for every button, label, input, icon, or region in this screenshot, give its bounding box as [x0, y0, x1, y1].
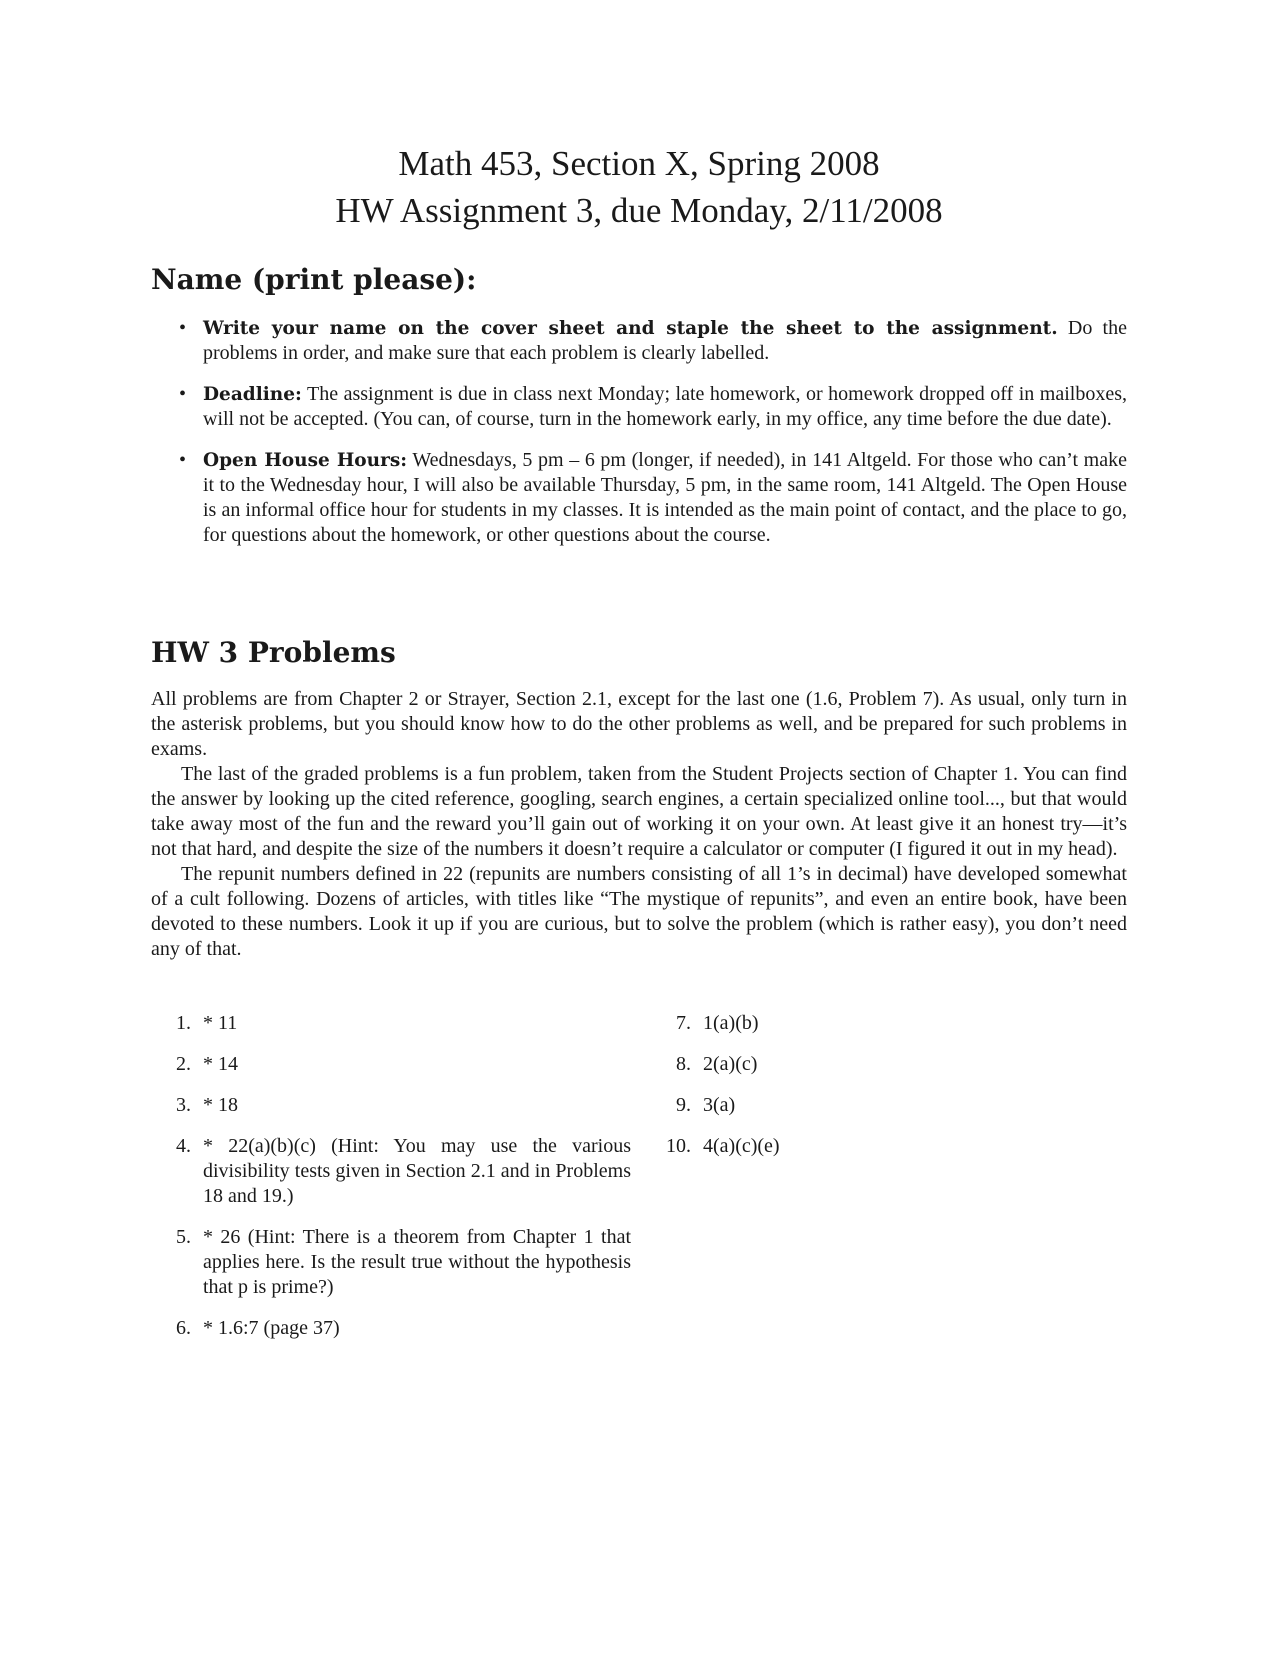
problem-number: 7.: [676, 1012, 691, 1034]
intro-paragraph: All problems are from Chapter 2 or Strayer, Section 2.1, except for the last one (1.6, Problem 7). As usual, only turn in the asterisk problems, but you should know how to do the other problems as well, and be prepared for such problems in exams.: [151, 688, 1127, 760]
instruction-item: [151, 448, 1127, 548]
problem-item: [151, 1052, 631, 1077]
problem-text: * 26 (Hint: There is a theorem from Chapter 1 that applies here. Is the result true without the hypothesis that p is prime?): [203, 1226, 631, 1298]
problem-item: [649, 1052, 1119, 1077]
problem-item: [151, 1225, 631, 1300]
course-title: Math 453, Section X, Spring 2008: [398, 144, 880, 183]
problem-column-right: [649, 1011, 1119, 1175]
problem-item: [151, 1316, 631, 1341]
problem-item: [151, 1093, 631, 1118]
problem-text: * 18: [203, 1094, 238, 1116]
problem-text: 4(a)(c)(e): [703, 1135, 780, 1157]
problem-text: * 14: [203, 1053, 238, 1075]
intro-paragraph: The repunit numbers defined in 22 (repunits are numbers consisting of all 1’s in decimal) have developed somewhat of a cult following. Dozens of articles, with titles like “The mystique of repunits”, and even an entire book, have been devoted to these numbers. Look it up if you are curious, but to solve the problem (which is rather easy), you don’t need any of that.: [151, 863, 1127, 960]
instruction-text: The assignment is due in class next Monday; late homework, or homework dropped off in mailboxes, will not be accepted. (You can, of course, turn in the homework early, in my office, any time before the due date).: [203, 383, 1127, 430]
problem-number: 1.: [176, 1012, 191, 1034]
problem-text: 3(a): [703, 1094, 736, 1116]
bullet-icon: •: [179, 449, 187, 471]
problem-number: 4.: [176, 1135, 191, 1157]
bullet-icon: •: [179, 317, 187, 339]
instructions-list: [151, 316, 1127, 564]
problem-number: 5.: [176, 1226, 191, 1248]
problems-intro: [151, 687, 1127, 962]
problem-text: * 22(a)(b)(c) (Hint: You may use the various divisibility tests given in Section 2.1 and in Problems 18 and 19.): [203, 1135, 631, 1207]
problem-number: 8.: [676, 1053, 691, 1075]
problem-number: 10.: [666, 1135, 691, 1157]
problem-text: * 1.6:7 (page 37): [203, 1317, 340, 1339]
intro-paragraph: The last of the graded problems is a fun problem, taken from the Student Projects section of Chapter 1. You can find the answer by looking up the cited reference, googling, search engines, a certain specialized online tool..., but that would take away most of the fun and the reward you’ll gain out of working it on your own. At least give it an honest try—it’s not that hard, and despite the size of the numbers it doesn’t require a calculator or computer (I figured it out in my head).: [151, 763, 1127, 860]
problem-number: 2.: [176, 1053, 191, 1075]
problem-text: * 11: [203, 1012, 238, 1034]
problem-item: [649, 1093, 1119, 1118]
problem-item: [649, 1011, 1119, 1036]
instruction-bold: Write your name on the cover sheet and staple the sheet to the assignment.: [203, 318, 1058, 339]
problem-text: 1(a)(b): [703, 1012, 759, 1034]
instruction-text: Wednesdays, 5 pm – 6 pm (longer, if needed), in 141 Altgeld. For those who can’t make it to the Wednesday hour, I will also be available Thursday, 5 pm, in the same room, 141 Altgeld. The Open House is an informal office hour for students in my classes. It is intended as the main point of contact, and the place to go, for questions about the homework, or other questions about the course.: [203, 449, 1127, 546]
bullet-icon: •: [179, 383, 187, 405]
problem-number: 3.: [176, 1094, 191, 1116]
problem-item: [151, 1011, 631, 1036]
problem-item: [649, 1134, 1119, 1159]
problem-number: 6.: [176, 1317, 191, 1339]
assignment-title: HW Assignment 3, due Monday, 2/11/2008: [335, 191, 943, 230]
instruction-bold: Open House Hours:: [203, 450, 408, 471]
instruction-item: [151, 316, 1127, 366]
problem-item: [151, 1134, 631, 1209]
problem-number: 9.: [676, 1094, 691, 1116]
instruction-text: Do the problems in order, and make sure that each problem is clearly labelled.: [203, 317, 1127, 364]
title-block: [151, 140, 1127, 234]
instruction-item: [151, 382, 1127, 432]
problem-column-left: [151, 1011, 631, 1357]
problem-text: 2(a)(c): [703, 1053, 758, 1075]
problems-heading: HW 3 Problems: [151, 636, 396, 669]
instruction-bold: Deadline:: [203, 384, 302, 405]
name-heading: Name (print please):: [151, 263, 477, 296]
